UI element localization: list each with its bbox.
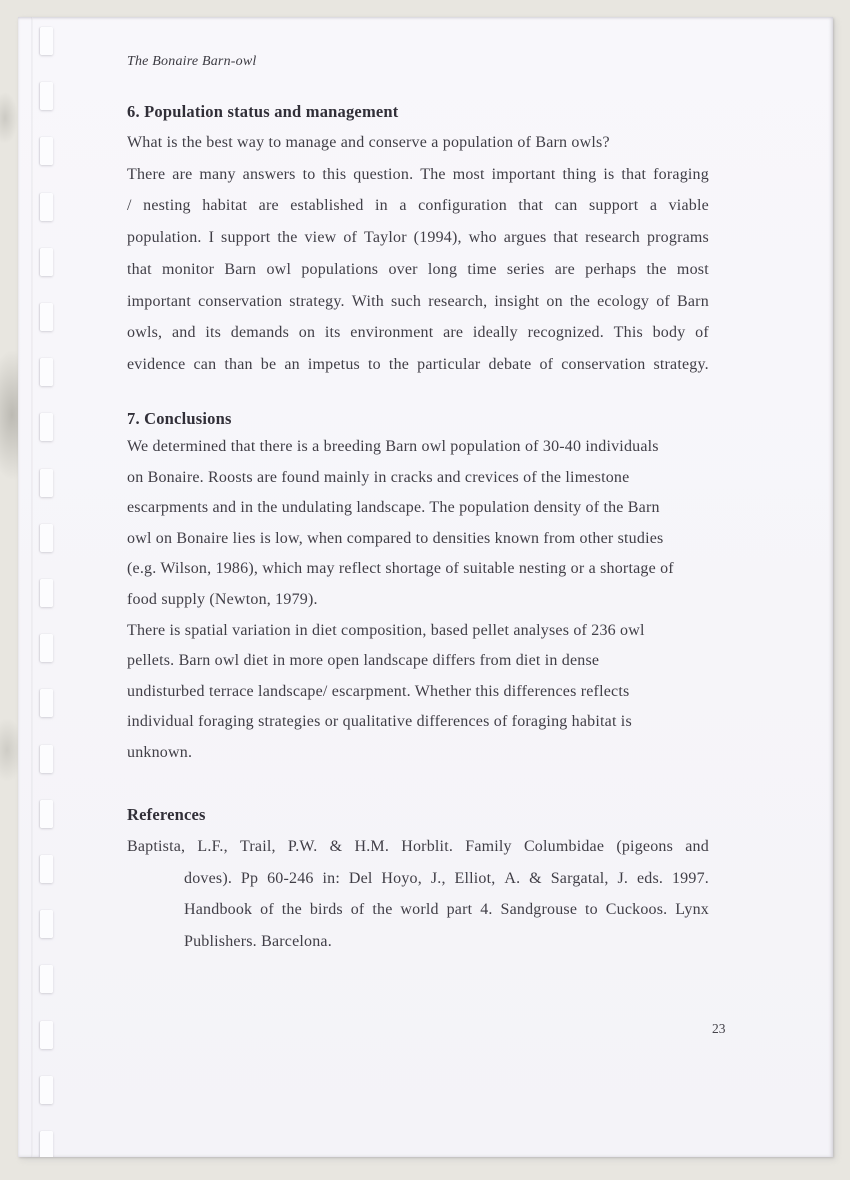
binding-hole (40, 965, 53, 993)
binding-hole (40, 579, 53, 607)
binding-hole (40, 910, 53, 938)
text-line: What is the best way to manage and conserve a population of Barn owls? (127, 134, 610, 151)
text-line: population. I support the view of Taylor (1994), who argues that research programs (127, 229, 709, 247)
binding-hole (40, 137, 53, 165)
text-line: doves). Pp 60-246 in: Del Hoyo, J., Elliot, A. & Sargatal, J. eds. 1997. (184, 869, 709, 887)
binding-hole (40, 1021, 53, 1049)
binding-hole (40, 689, 53, 717)
text-line: There is spatial variation in diet composition, based pellet analyses of 236 owl (127, 621, 645, 639)
binding-hole (40, 800, 53, 828)
text-line: Baptista, L.F., Trail, P.W. & H.M. Horblit. Family Columbidae (pigeons and (127, 838, 709, 855)
binding-hole (40, 358, 53, 386)
binding-hole (40, 27, 53, 55)
section-body (127, 831, 709, 958)
binding-hole (40, 1076, 53, 1104)
text-line: important conservation strategy. With such research, insight on the ecology of Barn (127, 292, 709, 310)
text-line: owls, and its demands on its environment are ideally recognized. This body of (127, 324, 709, 342)
binding-hole (40, 855, 53, 883)
binding-hole (40, 524, 53, 552)
binding-hole (40, 193, 53, 221)
text-line: unknown. (127, 743, 193, 761)
text-line: food supply (Newton, 1979). (127, 590, 318, 608)
page-number: 23 (712, 1021, 726, 1036)
binding-hole (40, 469, 53, 497)
text-line: Handbook of the birds of the world part 4. Sandgrouse to Cuckoos. Lynx (184, 901, 709, 919)
binding-hole (40, 1131, 53, 1157)
text-line: on Bonaire. Roosts are found mainly in cracks and crevices of the limestone (127, 468, 630, 486)
scanned-page (18, 17, 833, 1157)
binding-hole (40, 248, 53, 276)
page-edge-crease (31, 17, 33, 1157)
text-line: undisturbed terrace landscape/ escarpment. Whether this differences reflects (127, 682, 630, 700)
text-line: We determined that there is a breeding Barn owl population of 30-40 individuals (127, 438, 659, 455)
text-line: individual foraging strategies or qualitative differences of foraging habitat is (127, 713, 632, 731)
binding-hole (40, 745, 53, 773)
binding-hole (40, 413, 53, 441)
section-body (127, 432, 709, 769)
text-line: Publishers. Barcelona. (184, 933, 332, 951)
text-line: evidence can than be an impetus to the particular debate of conservation strategy. (127, 355, 709, 373)
binding-hole (40, 634, 53, 662)
binding-hole (40, 82, 53, 110)
text-line: pellets. Barn owl diet in more open landscape differs from diet in dense (127, 652, 600, 670)
section-population-status (127, 101, 709, 381)
section-references (127, 804, 709, 958)
text-line: escarpments and in the undulating landscape. The population density of the Barn (127, 499, 660, 517)
text-line: that monitor Barn owl populations over long time series are perhaps the most (127, 260, 709, 278)
binding-hole (40, 303, 53, 331)
section-heading: 7. Conclusions (127, 409, 232, 428)
scanner-smudge (0, 92, 18, 144)
section-body (127, 127, 709, 381)
text-line: There are many answers to this question. The most important thing is that foraging (127, 165, 709, 183)
text-line: (e.g. Wilson, 1986), which may reflect shortage of suitable nesting or a shortage of (127, 560, 674, 578)
section-heading: 6. Population status and management (127, 102, 399, 121)
text-line: owl on Bonaire lies is low, when compared to densities known from other studies (127, 529, 664, 547)
section-conclusions (127, 408, 709, 769)
running-header: The Bonaire Barn-owl (127, 54, 257, 69)
section-heading: References (127, 805, 206, 824)
text-line: / nesting habitat are established in a configuration that can support a viable (127, 197, 709, 215)
